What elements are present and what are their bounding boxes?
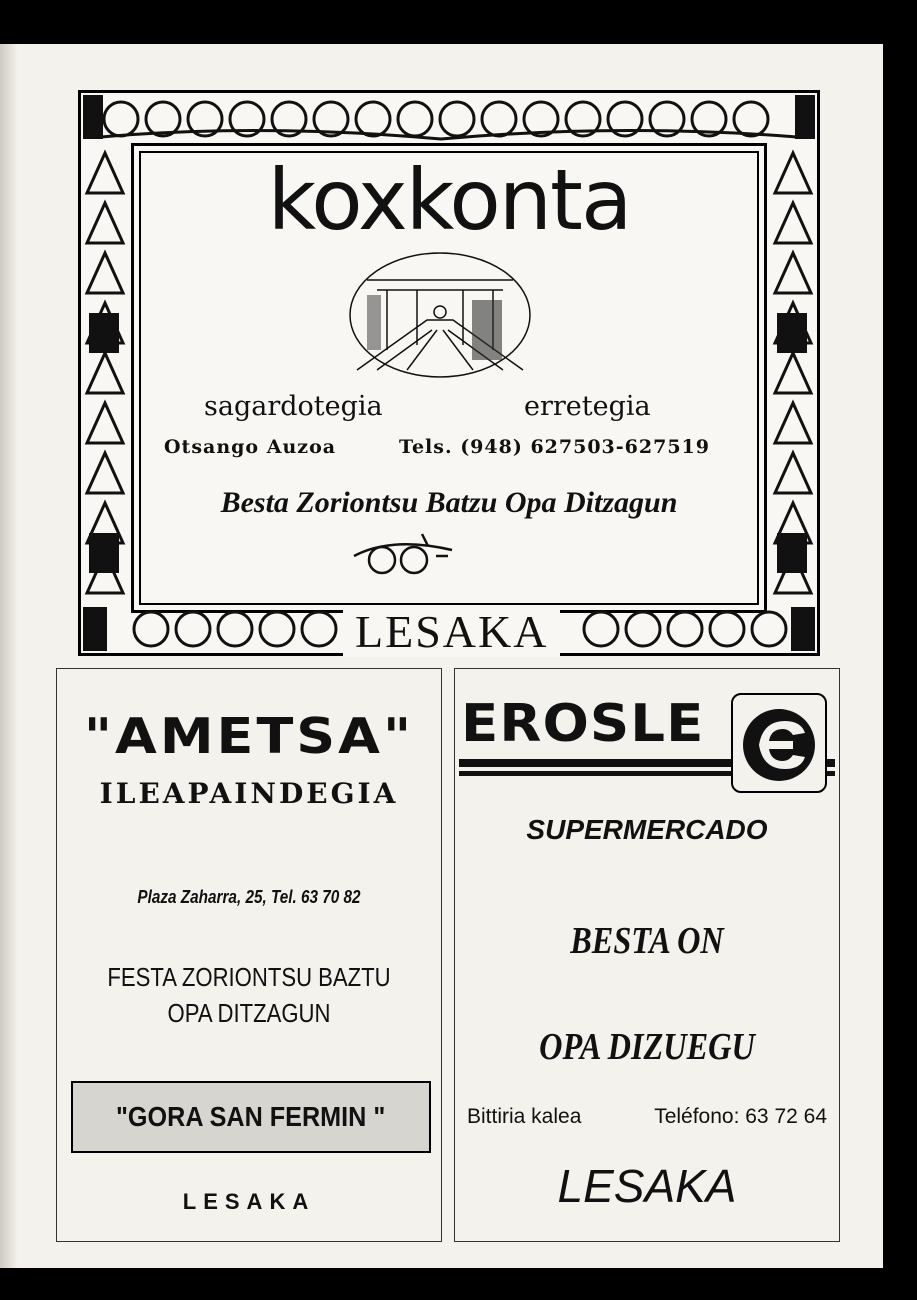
koxkonta-title: koxkonta	[267, 151, 631, 249]
ametsa-address: Plaza Zaharra, 25, Tel. 63 70 82	[137, 887, 361, 907]
ametsa-wish-line2: OPA DITZAGUN	[167, 998, 331, 1028]
gora-san-fermin-text: "GORA SAN FERMIN "	[116, 1101, 386, 1132]
erosle-tagline: SUPERMERCADO	[526, 814, 768, 845]
apple-border-bottom	[81, 605, 817, 657]
koxkonta-slogan: Besta Zoriontsu Batzu Opa Ditzagun	[220, 486, 678, 519]
erretegia-label: erretegia	[524, 391, 651, 422]
apple-branch-icon	[352, 526, 462, 582]
ametsa-wish-line1: FESTA ZORIONTSU BAZTU	[107, 962, 391, 992]
erosle-wish-line2: OPA DIZUEGU	[539, 1026, 755, 1068]
cider-house-illustration	[347, 250, 533, 380]
erosle-town: LESAKA	[557, 1160, 737, 1212]
erosle-logo-text: EROSLE	[461, 694, 705, 754]
erosle-ad	[454, 668, 840, 1242]
tree-border-left	[81, 143, 129, 613]
erosle-logo-icon	[731, 693, 827, 793]
ametsa-subtitle: ILEAPAINDEGIA	[99, 777, 399, 810]
ametsa-town: LESAKA	[182, 1189, 316, 1214]
erosle-phone: Teléfono: 63 72 64	[654, 1105, 827, 1128]
erosle-street: Bittiria kalea	[467, 1105, 582, 1128]
apple-border-top	[81, 93, 817, 143]
koxkonta-town: LESAKA	[343, 607, 560, 657]
ametsa-wish	[86, 959, 412, 1031]
magazine-page	[0, 44, 883, 1268]
koxkonta-address: Otsango Auzoa	[164, 436, 337, 458]
koxkonta-ad	[78, 90, 820, 656]
ametsa-ad	[56, 668, 442, 1242]
sagardotegia-label: sagardotegia	[204, 391, 383, 422]
ametsa-title: "AMETSA"	[83, 708, 415, 765]
koxkonta-phone: Tels. (948) 627503-627519	[399, 436, 710, 458]
tree-border-right	[769, 143, 817, 613]
koxkonta-inner-frame	[131, 143, 767, 613]
gora-san-fermin-box	[71, 1081, 431, 1153]
erosle-wish-line1: BESTA ON	[570, 920, 724, 962]
page-fold-shadow	[0, 44, 18, 1268]
